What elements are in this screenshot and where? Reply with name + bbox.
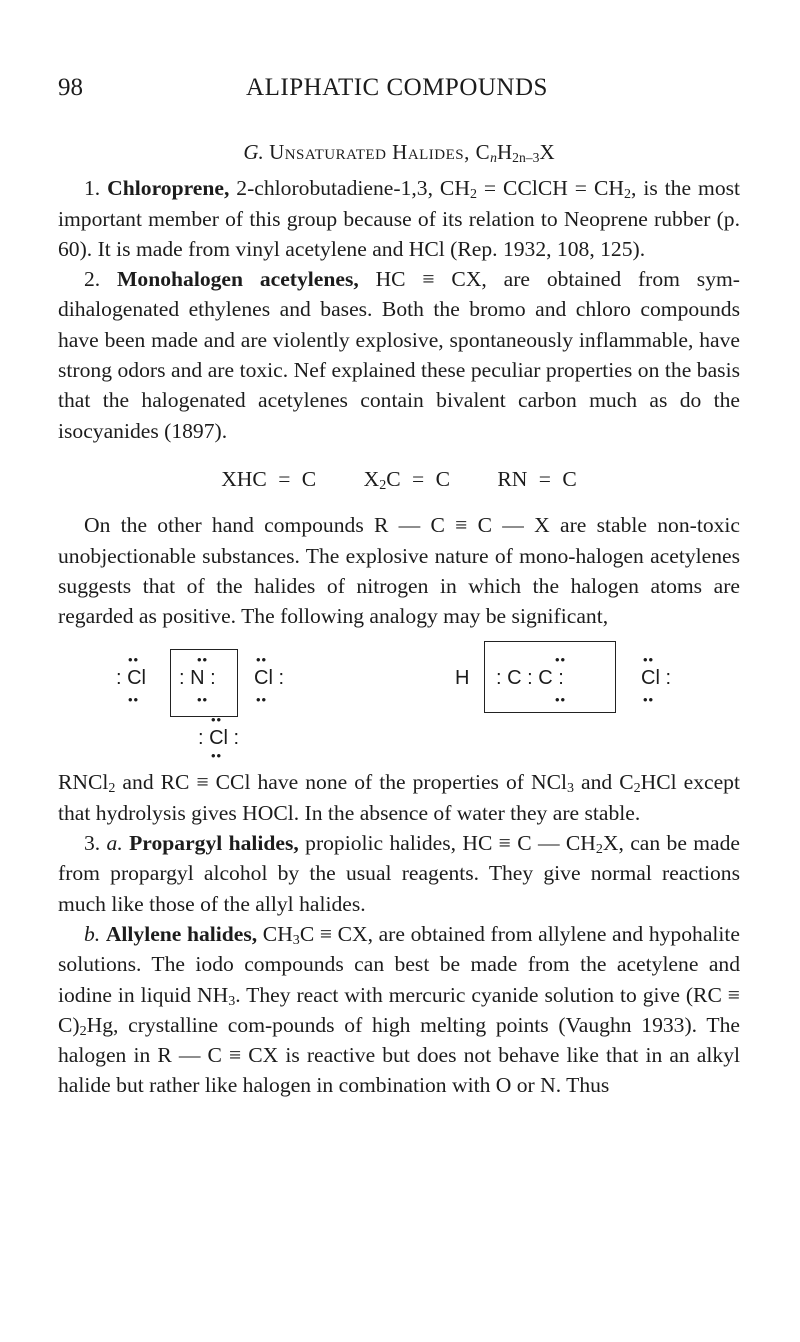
text-run: HCl except that hydrolysis gives HOCl. In the absence of water they are stable. — [58, 770, 740, 825]
running-title: ALIPHATIC COMPOUNDS — [246, 74, 548, 101]
text-run: CH — [257, 921, 293, 946]
subscript: 2 — [79, 1022, 87, 1039]
subscript: 2 — [633, 780, 641, 797]
dots-cl-left-top: •• — [128, 652, 140, 668]
text-run: 2-chlorobutadiene-1,3, CH — [229, 176, 470, 201]
n-center: : N : — [179, 667, 216, 690]
sub-letter: a. — [106, 831, 123, 856]
dots-cl-right-bottom: •• — [643, 692, 655, 708]
c-c-pair: : C : C : — [496, 667, 564, 690]
page-body — [58, 137, 740, 1101]
paragraph-propargyl — [58, 828, 740, 919]
dots-cl-below-top: •• — [211, 712, 223, 728]
section-title: Unsaturated Halides, C — [269, 140, 491, 164]
text-run: X, can be made from propargyl alcohol by the usual reagents. They give normal reactions much like those of the allyl halides. — [58, 831, 741, 916]
text-run: Hg, crystalline com-pounds of high melting points (Vaughn 1933). The halogen in R — C ≡ CX is reactive but does not behave like that in an alkyl halide but rather like halogen in combination with O or N. Thus — [58, 1012, 740, 1098]
section-sub-2n3: 2n–3 — [512, 150, 540, 165]
text-run: . They react with mercuric cyanide solution to give (RC ≡ C) — [58, 982, 740, 1037]
term-chloroprene: Chloroprene, — [107, 176, 230, 201]
text-run: HC ≡ CX, are obtained from sym-dihalogenated ethylenes and bases. Both the bromo and chloro compounds have been made and are violently explosive, spontaneously inflammable, have strong odors and are toxic. Nef explained these peculiar properties on the basis that the halogenated acetylenes contain bivalent carbon much as do the isocyanides (1897). — [58, 267, 740, 443]
subscript: 2 — [595, 841, 603, 858]
text-run: C ≡ CX, are obtained from allylene and hypohalite solutions. The iodo compounds can best be made from the acetylene and iodine in liquid NH — [58, 921, 740, 1007]
term-monohalogen: Monohalogen acetylenes, — [117, 267, 359, 292]
text-run: RNCl — [58, 770, 109, 795]
item-number: 3. — [84, 831, 101, 856]
section-formula-tail: X — [539, 140, 555, 164]
item-number: 2. — [84, 267, 101, 292]
text-run: X — [363, 466, 380, 491]
subscript: 2 — [379, 476, 387, 493]
text-run: C = C — [386, 466, 450, 491]
dots-cl-left-bottom: •• — [128, 692, 140, 708]
cl-below: : Cl : — [198, 727, 240, 750]
dots-cl-mid-top: •• — [256, 652, 268, 668]
paragraph-analogy: On the other hand compounds R — C ≡ C — X are stable non-toxic unobjectionable substances. The explosive nature of mono-halogen acetylenes suggests that of the halides of nitrogen in which the halogen atoms are regarded as positive. The following analogy may be significant, — [58, 513, 740, 629]
formula-xhc: XHC = C — [221, 466, 317, 491]
formula-line — [58, 464, 740, 494]
term-propargyl: Propargyl halides, — [129, 831, 299, 856]
section-h: H — [496, 140, 513, 164]
subscript: 2 — [469, 186, 477, 203]
page-number: 98 — [58, 74, 83, 101]
paragraph-allylene — [58, 919, 740, 1101]
subscript: 3 — [566, 780, 574, 797]
h-atom: H — [455, 667, 470, 690]
paragraph-rncl2 — [58, 767, 740, 828]
dots-cl-right-top: •• — [643, 652, 655, 668]
term-allylene: Allylene halides, — [105, 921, 258, 946]
formula-x2c — [364, 464, 450, 494]
dots-n-top: •• — [197, 652, 209, 668]
text-run: , is the most important member of this group because of its relation to Neoprene rubber (p. 60). It is made from vinyl acetylene and HCl (Rep. 1932, 108, 125). — [58, 176, 741, 261]
section-letter: G. — [243, 140, 264, 164]
item-number: 1. — [84, 176, 101, 201]
dots-cl-below-bottom: •• — [211, 748, 223, 764]
formula-rn: RN = C — [497, 466, 577, 491]
text-run: propiolic halides, HC ≡ C — CH — [298, 831, 596, 856]
section-sub-n: n — [490, 150, 497, 165]
cl-right: Cl : — [641, 667, 671, 690]
subscript: 3 — [292, 931, 300, 948]
text-run: and RC ≡ CCl have none of the properties of NCl — [115, 770, 567, 795]
cl-left: : Cl — [116, 667, 146, 690]
subscript: 2 — [108, 780, 116, 797]
text-run: = CClCH = CH — [476, 176, 624, 201]
dots-n-bottom: •• — [197, 692, 209, 708]
paragraph-chloroprene — [58, 173, 740, 264]
running-head — [58, 74, 736, 108]
dots-c-top: •• — [555, 652, 567, 668]
electron-dot-structure — [58, 645, 740, 764]
dots-cl-mid-bottom: •• — [256, 692, 268, 708]
subscript: 3 — [228, 992, 236, 1009]
cl-middle: Cl : — [254, 667, 284, 690]
section-heading — [58, 137, 740, 167]
text-run: and C — [574, 770, 634, 795]
subscript: 2 — [623, 186, 631, 203]
sub-letter: b. — [84, 921, 101, 946]
paragraph-monohalogen — [58, 264, 740, 446]
dots-c-bottom: •• — [555, 692, 567, 708]
